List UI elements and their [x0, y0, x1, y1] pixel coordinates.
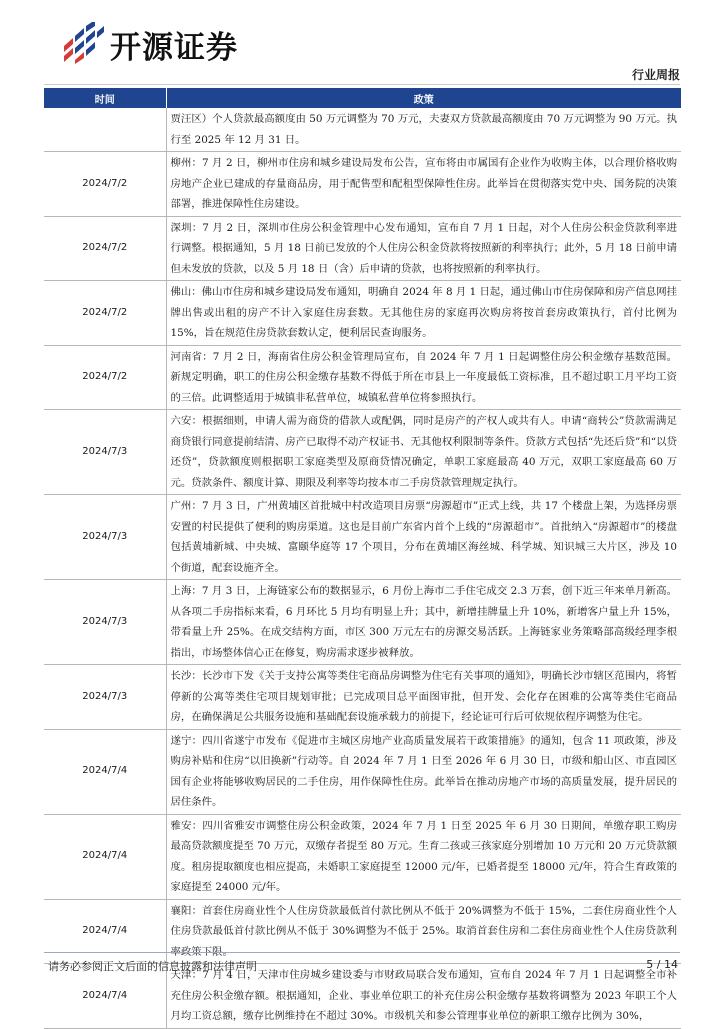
table-row [44, 152, 681, 217]
row-date: 2024/7/4 [44, 814, 166, 899]
row-policy-text: 襄阳：首套住房商业性个人住房贷款最低首付款比例从不低于 20%调整为不低于 15%，二套住房商业性个人住房贷款最低首付款比例从不低于 30%调整为不低于 25%。取消首套住房和二套住房商业性个人住房贷款利率政策下限。 [166, 899, 681, 964]
row-date: 2024/7/4 [44, 729, 166, 814]
row-date: 2024/7/3 [44, 410, 166, 495]
table-row [44, 281, 681, 346]
row-date: 2024/7/3 [44, 580, 166, 665]
company-name: 开源证券 [110, 29, 238, 66]
row-date [44, 108, 166, 152]
row-policy-text: 河南省：7 月 2 日，海南省住房公积金管理局宣布，自 2024 年 7 月 1 日起调整住房公积金缴存基数范围。新规定明确，职工的住房公积金缴存基数不得低于所在市县上一年度最低工资标准，且不超过职工月平均工资的三倍。此调整适用于城镇非私营单位，城镇私营单位将参照执行。 [166, 345, 681, 410]
row-date: 2024/7/4 [44, 964, 166, 1029]
row-date: 2024/7/4 [44, 899, 166, 964]
table-row [44, 899, 681, 964]
table-row [44, 580, 681, 665]
table-row [44, 814, 681, 899]
header-divider [44, 84, 680, 85]
company-logo [60, 22, 238, 66]
row-date: 2024/7/2 [44, 281, 166, 346]
row-date: 2024/7/2 [44, 345, 166, 410]
row-date: 2024/7/2 [44, 152, 166, 217]
row-policy-text: 雅安：四川省雅安市调整住房公积金政策，2024 年 7 月 1 日至 2025 年 6 月 30 日期间，单缴存职工购房最高贷款额度提至 70 万元，双缴存者提至 80 万元。生育二孩或三孩家庭分别增加 10 万元和 20 万元贷款额度。租房提取额度也相应提高，未婚职工家庭提至 12000 元/年，已婚者提至 18000 元/年，符合生育政策的家庭提至 24000 元/年。 [166, 814, 681, 899]
row-policy-text: 遂宁：四川省遂宁市发布《促进市主城区房地产业高质量发展若干政策措施》的通知，包含 11 项政策，涉及购房补贴和住房“以旧换新”行动等。自 2024 年 7 月 1 日至 2026 年 6 月 30 日，市级和船山区、市直园区国有企业将能够收购居民的二手住房，用作保障性住房。此举旨在推动房地产市场的高质量发展，提升居民的居住条件。 [166, 729, 681, 814]
row-date: 2024/7/3 [44, 665, 166, 730]
brand-logo-icon [60, 22, 106, 66]
row-policy-text: 佛山：佛山市住房和城乡建设局发布通知，明确自 2024 年 8 月 1 日起，通过佛山市住房保障和房产信息网挂牌出售或出租的房产不计入家庭住房套数。无其他住房的家庭再次购房将按首套房政策执行，首付比例为 15%，旨在规范住房贷款套数认定，便利居民查询服务。 [166, 281, 681, 346]
column-header-date: 时间 [44, 88, 166, 108]
row-date: 2024/7/3 [44, 495, 166, 580]
row-policy-text: 天津：7 月 4 日，天津市住房城乡建设委与市财政局联合发布通知，宣布自 2024 年 7 月 1 日起调整全市补充住房公积金缴存额。根据通知，企业、事业单位职工的补充住房公积金缴存基数将调整为 2023 年职工个人月均工资总额，缴存比例维持在不超过 30%。市级机关和参公管理事业单位的新职工缴存比例为 30%， [166, 964, 681, 1029]
row-policy-text: 柳州：7 月 2 日，柳州市住房和城乡建设局发布公告，宣布将由市属国有企业作为收购主体，以合理价格收购房地产企业已建成的存量商品房，用于配售型和配租型保障性住房。此举旨在贯彻落实党中央、国务院的决策部署，推进保障性住房建设。 [166, 152, 681, 217]
row-policy-text: 六安：根据细则，申请人需为商贷的借款人或配偶，同时是房产的产权人或共有人。申请“商转公”贷款需满足商贷银行同意提前结清、房产已取得不动产权证书、无其他权利限制等条件。贷款方式包括“先还后贷”和“以贷还贷”，贷款额度则根据职工家庭类型及原商贷情况确定，单职工家庭最高 40 万元，双职工家庭最高 60 万元。贷款条件、额度计算、期限及利率等均按本市二手房贷款管理规定执行。 [166, 410, 681, 495]
row-policy-text: 长沙：长沙市下发《关于支持公寓等类住宅商品房调整为住宅有关事项的通知》，明确长沙市辖区范围内，将暂停新的公寓等类住宅项目规划审批；已完成项目总平面图审批，但开发、会化存在困难的公寓等类住宅商品房，在确保满足公共服务设施和基础配套设施承载力的前提下，经论证可行后可依规依程序调整为住宅。 [166, 665, 681, 730]
row-policy-text: 上海：7 月 3 日，上海链家公布的数据显示，6 月份上海市二手住宅成交 2.3 万套，创下近三年来单月新高。从各项二手房指标来看，6 月环比 5 月均有明显上升；其中，新增挂牌量上升 10%，新增客户量上升 15%，带看量上升 25%。在成交结构方面，市区 300 万元左右的房源交易活跃。上海链家业务策略部高级经理李根指出，市场整体信心正在修复，购房需求逐步被释放。 [166, 580, 681, 665]
row-policy-text: 贾汪区）个人贷款最高额度由 50 万元调整为 70 万元，夫妻双方贷款最高额度由 70 万元调整为 90 万元。执行至 2025 年 12 月 31 日。 [166, 108, 681, 152]
column-header-policy: 政策 [166, 88, 681, 108]
row-policy-text: 广州：7 月 3 日，广州黄埔区首批城中村改造项目房票“房源超市”正式上线，共 17 个楼盘上架，为选择房票安置的村民提供了便利的购房渠道。这也是目前广东省内首个上线的“房源超市”。首批纳入“房源超市”的楼盘包括黄埔新城、中央城、富颐华庭等 17 个项目，分布在黄埔区海丝城、科学城、知识城三大片区，涉及 10 个街道，配套设施齐全。 [166, 495, 681, 580]
table-header-row [44, 88, 681, 108]
row-policy-text: 深圳：7 月 2 日，深圳市住房公积金管理中心发布通知，宣布自 7 月 1 日起，对个人住房公积金贷款利率进行调整。根据通知，5 月 18 日前已发放的个人住房公积金贷款将按照新的利率执行；此外，5 月 18 日前申请但未发放的贷款，以及 5 月 18 日（含）后申请的贷款，也将按照新的利率执行。 [166, 216, 681, 281]
report-type-label: 行业周报 [631, 68, 680, 82]
row-date: 2024/7/2 [44, 216, 166, 281]
table-row [44, 729, 681, 814]
page-number: 5 / 14 [646, 958, 678, 971]
table-row [44, 216, 681, 281]
table-row [44, 108, 681, 152]
policy-table [44, 88, 681, 1029]
table-row [44, 345, 681, 410]
table-row [44, 495, 681, 580]
table-row [44, 410, 681, 495]
footer-disclaimer: 请务必参阅正文后面的信息披露和法律声明 [48, 960, 257, 973]
table-row [44, 665, 681, 730]
footer-divider [44, 952, 680, 953]
